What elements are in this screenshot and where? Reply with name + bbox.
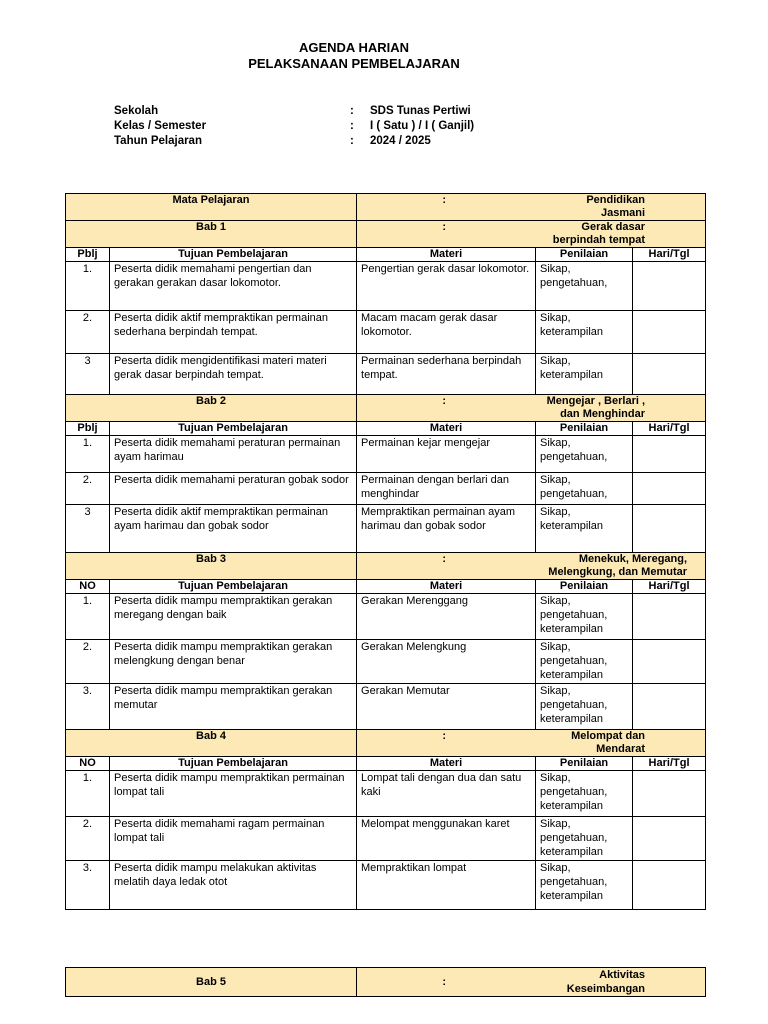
row-tujuan: Peserta didik memahami pengertian dan gerakan gerakan dasar lokomotor. xyxy=(110,262,357,311)
col-header-penilaian: Penilaian xyxy=(536,422,633,436)
col-header-tujuan: Tujuan Pembelajaran xyxy=(110,580,357,594)
page-subtitle: PELAKSANAAN PEMBELAJARAN xyxy=(248,56,460,71)
row-materi: Mempraktikan lompat xyxy=(357,861,536,910)
table-row xyxy=(66,262,706,311)
col-header-no: Pblj xyxy=(66,248,110,262)
row-materi: Gerakan Melengkung xyxy=(357,640,536,684)
bab-header-row xyxy=(66,730,706,757)
row-tujuan: Peserta didik memahami peraturan gobak sodor xyxy=(110,473,357,505)
row-penilaian: Sikap, pengetahuan, keterampilan xyxy=(536,771,633,817)
mapel-label: Mata Pelajaran xyxy=(66,194,357,221)
table-row xyxy=(66,640,706,684)
row-tujuan: Peserta didik mampu melakukan aktivitas melatih daya ledak otot xyxy=(110,861,357,910)
bab-label: Bab 2 xyxy=(66,395,357,422)
row-materi: Permainan dengan berlari dan menghindar xyxy=(357,473,536,505)
column-header-row xyxy=(66,757,706,771)
row-materi: Gerakan Memutar xyxy=(357,684,536,730)
row-hari xyxy=(633,311,706,354)
row-tujuan: Peserta didik mampu mempraktikan gerakan meregang dengan baik xyxy=(110,594,357,640)
row-tujuan: Peserta didik mampu mempraktikan gerakan melengkung dengan benar xyxy=(110,640,357,684)
row-no: 2. xyxy=(66,817,110,861)
row-tujuan: Peserta didik mampu mempraktikan permainan lompat tali xyxy=(110,771,357,817)
row-no: 2. xyxy=(66,640,110,684)
col-header-penilaian: Penilaian xyxy=(536,248,633,262)
bab-topic: Menekuk, Meregang, Melengkung, dan Memutar xyxy=(536,553,706,580)
col-header-materi: Materi xyxy=(357,580,536,594)
bab-topic: Gerak dasar berpindah tempat xyxy=(536,221,706,248)
row-no: 1. xyxy=(66,262,110,311)
table-row xyxy=(66,505,706,553)
bab-colon: : xyxy=(357,221,536,248)
row-hari xyxy=(633,436,706,473)
row-hari xyxy=(633,771,706,817)
bab-topic: Mengejar , Berlari , dan Menghindar xyxy=(536,395,706,422)
row-penilaian: Sikap, pengetahuan, keterampilan xyxy=(536,684,633,730)
row-tujuan: Peserta didik mampu mempraktikan gerakan memutar xyxy=(110,684,357,730)
agenda-table xyxy=(65,193,706,910)
row-hari xyxy=(633,354,706,395)
row-tujuan: Peserta didik mengidentifikasi materi materi gerak dasar berpindah tempat. xyxy=(110,354,357,395)
row-hari xyxy=(633,684,706,730)
col-header-hari: Hari/Tgl xyxy=(633,248,706,262)
row-hari xyxy=(633,861,706,910)
row-hari xyxy=(633,473,706,505)
bab-colon: : xyxy=(357,968,536,997)
info-colon: : xyxy=(350,105,354,117)
col-header-hari: Hari/Tgl xyxy=(633,580,706,594)
row-materi: Gerakan Merenggang xyxy=(357,594,536,640)
row-hari xyxy=(633,262,706,311)
row-penilaian: Sikap, keterampilan xyxy=(536,505,633,553)
table-row xyxy=(66,354,706,395)
row-no: 1. xyxy=(66,594,110,640)
bab-label: Bab 1 xyxy=(66,221,357,248)
table-row xyxy=(66,817,706,861)
table-row xyxy=(66,311,706,354)
row-tujuan: Peserta didik memahami peraturan permainan ayam harimau xyxy=(110,436,357,473)
bab-header-row xyxy=(66,395,706,422)
row-materi: Permainan sederhana berpindah tempat. xyxy=(357,354,536,395)
table-row xyxy=(66,473,706,505)
col-header-materi: Materi xyxy=(357,248,536,262)
bab-colon: : xyxy=(357,730,536,757)
page-title: AGENDA HARIAN xyxy=(298,40,410,55)
col-header-materi: Materi xyxy=(357,757,536,771)
row-penilaian: Sikap, keterampilan xyxy=(536,354,633,395)
info-value: I ( Satu ) / I ( Ganjil) xyxy=(370,120,475,132)
info-colon: : xyxy=(350,120,354,132)
row-materi: Melompat menggunakan karet xyxy=(357,817,536,861)
table-row xyxy=(66,594,706,640)
table-row xyxy=(66,436,706,473)
row-penilaian: Sikap, pengetahuan, keterampilan xyxy=(536,861,633,910)
row-materi: Pengertian gerak dasar lokomotor. xyxy=(357,262,536,311)
bab-topic: Melompat dan Mendarat xyxy=(536,730,706,757)
col-header-hari: Hari/Tgl xyxy=(633,422,706,436)
row-hari xyxy=(633,594,706,640)
row-penilaian: Sikap, pengetahuan, keterampilan xyxy=(536,640,633,684)
col-header-materi: Materi xyxy=(357,422,536,436)
row-materi: Mempraktikan permainan ayam harimau dan gobak sodor xyxy=(357,505,536,553)
bab5-table xyxy=(65,967,706,997)
row-hari xyxy=(633,817,706,861)
row-no: 2. xyxy=(66,311,110,354)
row-materi: Permainan kejar mengejar xyxy=(357,436,536,473)
col-header-no: Pblj xyxy=(66,422,110,436)
column-header-row xyxy=(66,580,706,594)
table-row xyxy=(66,861,706,910)
info-label: Tahun Pelajaran xyxy=(114,135,202,147)
bab-header-row xyxy=(66,968,706,997)
table-row xyxy=(66,771,706,817)
mapel-row xyxy=(66,194,706,221)
info-colon: : xyxy=(350,135,354,147)
row-no: 1. xyxy=(66,436,110,473)
info-label: Sekolah xyxy=(114,105,159,117)
info-value: 2024 / 2025 xyxy=(370,135,431,147)
bab-label: Bab 5 xyxy=(66,968,357,997)
bab-label: Bab 4 xyxy=(66,730,357,757)
col-header-tujuan: Tujuan Pembelajaran xyxy=(110,248,357,262)
mapel-colon: : xyxy=(357,194,536,221)
bab-header-row xyxy=(66,553,706,580)
col-header-tujuan: Tujuan Pembelajaran xyxy=(110,422,357,436)
row-materi: Macam macam gerak dasar lokomotor. xyxy=(357,311,536,354)
row-hari xyxy=(633,505,706,553)
bab-topic: Aktivitas Keseimbangan xyxy=(536,968,706,997)
column-header-row xyxy=(66,422,706,436)
row-tujuan: Peserta didik memahami ragam permainan lompat tali xyxy=(110,817,357,861)
row-no: 3. xyxy=(66,861,110,910)
row-penilaian: Sikap, pengetahuan, xyxy=(536,262,633,311)
row-penilaian: Sikap, pengetahuan, xyxy=(536,473,633,505)
row-tujuan: Peserta didik aktif mempraktikan permainan ayam harimau dan gobak sodor xyxy=(110,505,357,553)
column-header-row xyxy=(66,248,706,262)
table-row xyxy=(66,684,706,730)
bab-header-row xyxy=(66,221,706,248)
info-value: SDS Tunas Pertiwi xyxy=(370,105,471,117)
row-penilaian: Sikap, pengetahuan, keterampilan xyxy=(536,594,633,640)
row-penilaian: Sikap, pengetahuan, keterampilan xyxy=(536,817,633,861)
row-no: 3 xyxy=(66,354,110,395)
row-no: 3. xyxy=(66,684,110,730)
col-header-tujuan: Tujuan Pembelajaran xyxy=(110,757,357,771)
col-header-no: NO xyxy=(66,580,110,594)
mapel-value: Pendidikan Jasmani xyxy=(536,194,706,221)
col-header-hari: Hari/Tgl xyxy=(633,757,706,771)
bab-label: Bab 3 xyxy=(66,553,357,580)
row-materi: Lompat tali dengan dua dan satu kaki xyxy=(357,771,536,817)
info-label: Kelas / Semester xyxy=(114,120,207,132)
row-no: 3 xyxy=(66,505,110,553)
col-header-penilaian: Penilaian xyxy=(536,757,633,771)
row-penilaian: Sikap, pengetahuan, xyxy=(536,436,633,473)
bab-colon: : xyxy=(357,553,536,580)
col-header-no: NO xyxy=(66,757,110,771)
row-no: 2. xyxy=(66,473,110,505)
row-tujuan: Peserta didik aktif mempraktikan permainan sederhana berpindah tempat. xyxy=(110,311,357,354)
bab-colon: : xyxy=(357,395,536,422)
col-header-penilaian: Penilaian xyxy=(536,580,633,594)
row-penilaian: Sikap, keterampilan xyxy=(536,311,633,354)
row-hari xyxy=(633,640,706,684)
row-no: 1. xyxy=(66,771,110,817)
